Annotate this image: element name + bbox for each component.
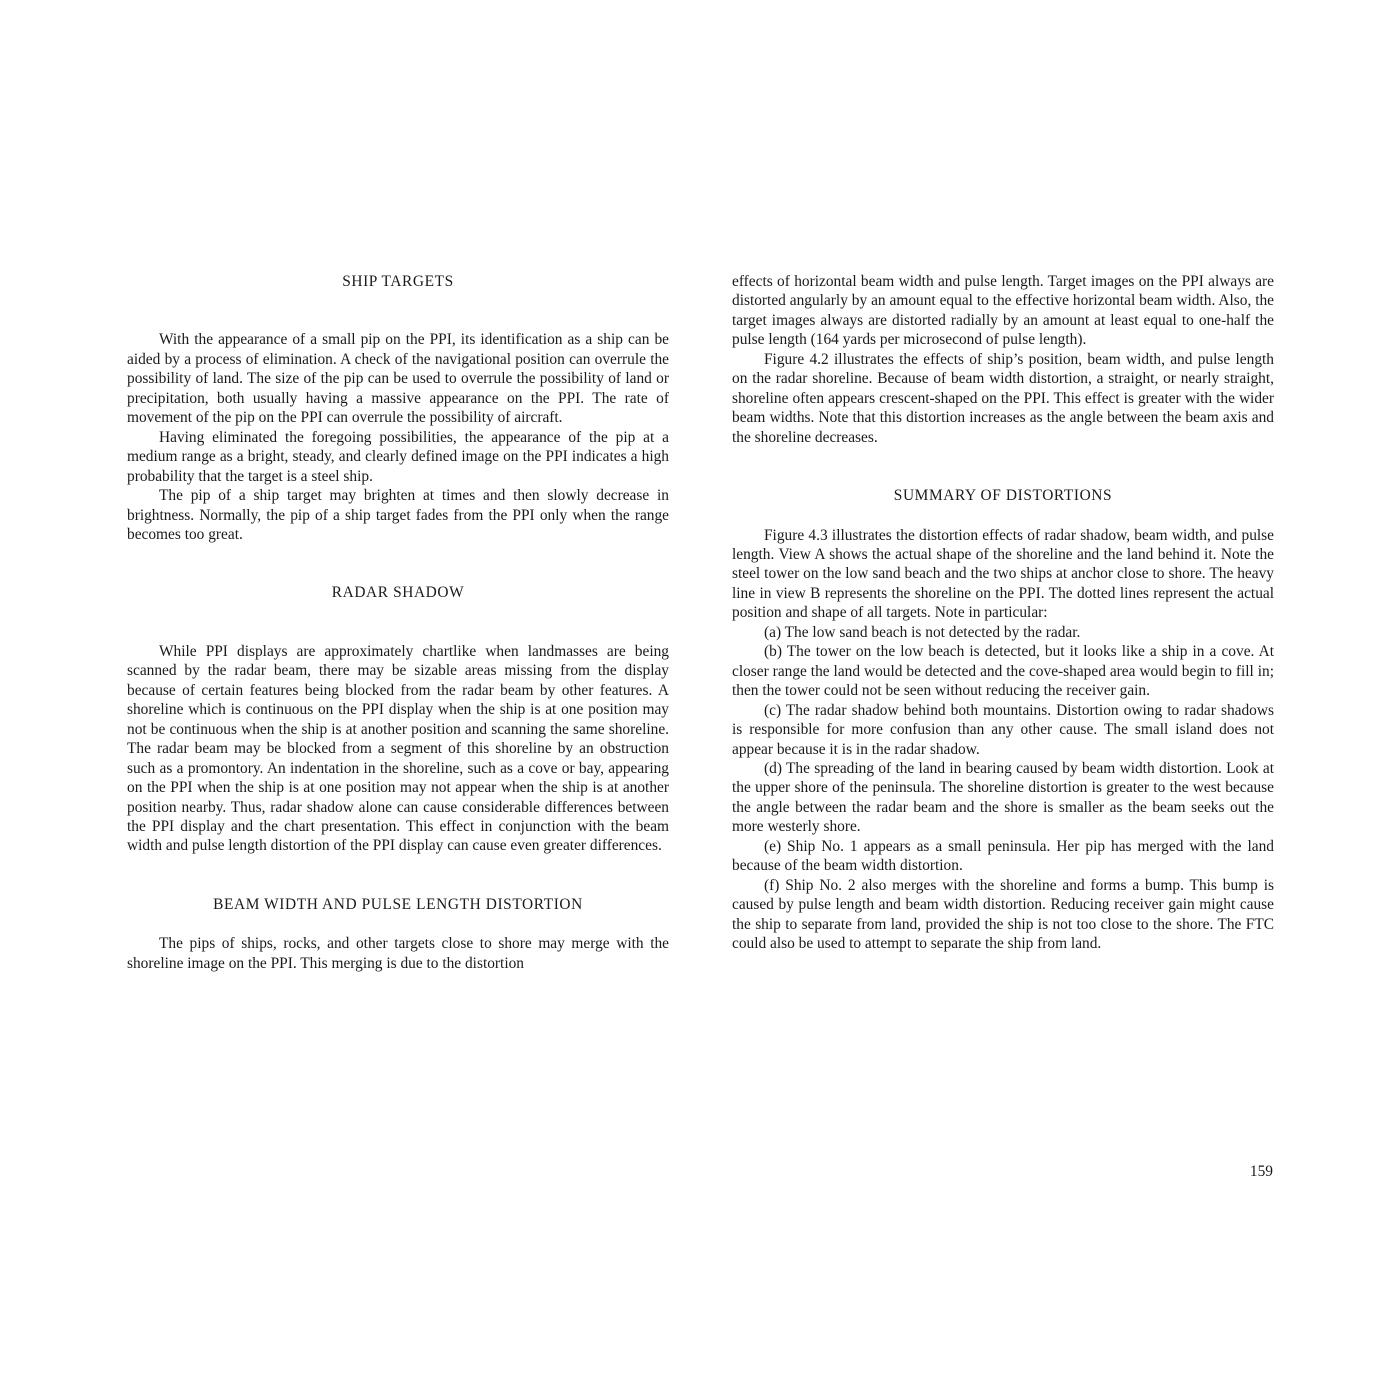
summary-item-b: (b) The tower on the low beach is detected, but it looks like a ship in a cove. At closer range the land would be detected and the cove-shaped area would begin to fill in; then the tower could not be seen without reducing the receiver gain. (732, 643, 1274, 700)
spacer (732, 447, 1274, 486)
spacer (127, 914, 669, 934)
heading-beam-width-distortion: BEAM WIDTH AND PULSE LENGTH DISTORTION (213, 895, 583, 913)
beam-width-paragraph-continued: effects of horizontal beam width and pulse length. Target images on the PPI always are distorted angularly by an amount equal to the effective horizontal beam width. Also, the target images always are distorted radially by an amount at least equal to one-half the pulse length (164 yards per microsecond of pulse length). (732, 273, 1274, 349)
ship-targets-paragraph-3: The pip of a ship target may brighten at times and then slowly decrease in brightness. Normally, the pip of a ship target fades from the PPI only when the range becomes too great. (127, 487, 669, 543)
summary-item-a: (a) The low sand beach is not detected by the radar. (764, 623, 1081, 641)
beam-width-paragraph-2: Figure 4.2 illustrates the effects of ship’s position, beam width, and pulse length on the radar shoreline. Because of beam width distortion, a straight, or nearly straight, shoreline often appears crescent-shaped on the PPI. This effect is greater with the wider beam widths. Note that this distortion increases as the angle between the beam axis and the shoreline decreases. (732, 350, 1274, 446)
summary-item-d: (d) The spreading of the land in bearing caused by beam width distortion. Look at the upper shore of the peninsula. The shoreline distortion is greater to the west because the angle between the radar beam and the shore is smaller as the beam seeks out the more westerly shore. (732, 759, 1274, 836)
beam-width-paragraph-1: The pips of ships, rocks, and other targets close to shore may merge with the shoreline image on the PPI. This merging is due to the distortion (127, 935, 669, 972)
heading-ship-targets: SHIP TARGETS (342, 273, 454, 290)
spacer (127, 544, 669, 583)
ship-targets-paragraph-2: Having eliminated the foregoing possibilities, the appearance of the pip at a medium range as a bright, steady, and clearly defined image on the PPI indicates a high probability that the target is a steel ship. (127, 428, 669, 485)
radar-shadow-paragraph-1: While PPI displays are approximately chartlike when landmasses are being scanned by the radar beam, there may be sizable areas missing from the display because of certain features being blocked from the radar beam by other features. A shoreline which is continuous on the PPI display when the ship is at one position may not be continuous when the ship is at another position and scanning the same shoreline. The radar beam may be blocked from a segment of this shoreline by an obstruction such as a promontory. An indentation in the shoreline, such as a cove or bay, appearing on the PPI when the ship is at one position may not appear when the ship is at another position nearby. Thus, radar shadow alone can cause considerable differences between the PPI display and the chart presentation. This effect in conjunction with the beam width and pulse length distortion of the PPI display can cause even greater differences. (127, 642, 669, 855)
heading-radar-shadow: RADAR SHADOW (331, 584, 465, 602)
summary-paragraph-intro: Figure 4.3 illustrates the distortion effects of radar shadow, beam width, and pulse length. View A shows the actual shape of the shoreline and the land behind it. Note the steel tower on the low sand beach and the two ships at anchor close to shore. The heavy line in view B represents the shoreline on the PPI. The dotted lines represent the actual position and shape of all targets. Note in particular: (732, 526, 1274, 622)
spacer (732, 506, 1274, 526)
spacer (127, 291, 669, 330)
spacer (127, 856, 669, 895)
right-column (732, 272, 1274, 954)
spacer (127, 603, 669, 642)
summary-item-f: (f) Ship No. 2 also merges with the shoreline and forms a bump. This bump is caused by pulse length and beam width distortion. Reducing receiver gain might cause the ship to separate from land, provided the ship is not too close to the shore. The FTC could also be used to attempt to separate the ship from land. (732, 876, 1274, 953)
summary-item-c: (c) The radar shadow behind both mountains. Distortion owing to radar shadows is responsible for more confusion than any other cause. The small island does not appear because it is in the radar shadow. (732, 701, 1274, 758)
page-number: 159 (1249, 1163, 1273, 1180)
ship-targets-paragraph-1: With the appearance of a small pip on the PPI, its identification as a ship can be aided by a process of elimination. A check of the navigational position can overrule the possibility of land. The size of the pip can be used to overrule the possibility of land or precipitation, both usually having a massive appearance on the PPI. The rate of movement of the pip on the PPI can overrule the possibility of aircraft. (127, 331, 669, 427)
heading-summary-of-distortions: SUMMARY OF DISTORTIONS (893, 487, 1113, 505)
summary-item-e: (e) Ship No. 1 appears as a small peninsula. Her pip has merged with the land because of the beam width distortion. (732, 837, 1274, 875)
left-column (127, 272, 669, 973)
